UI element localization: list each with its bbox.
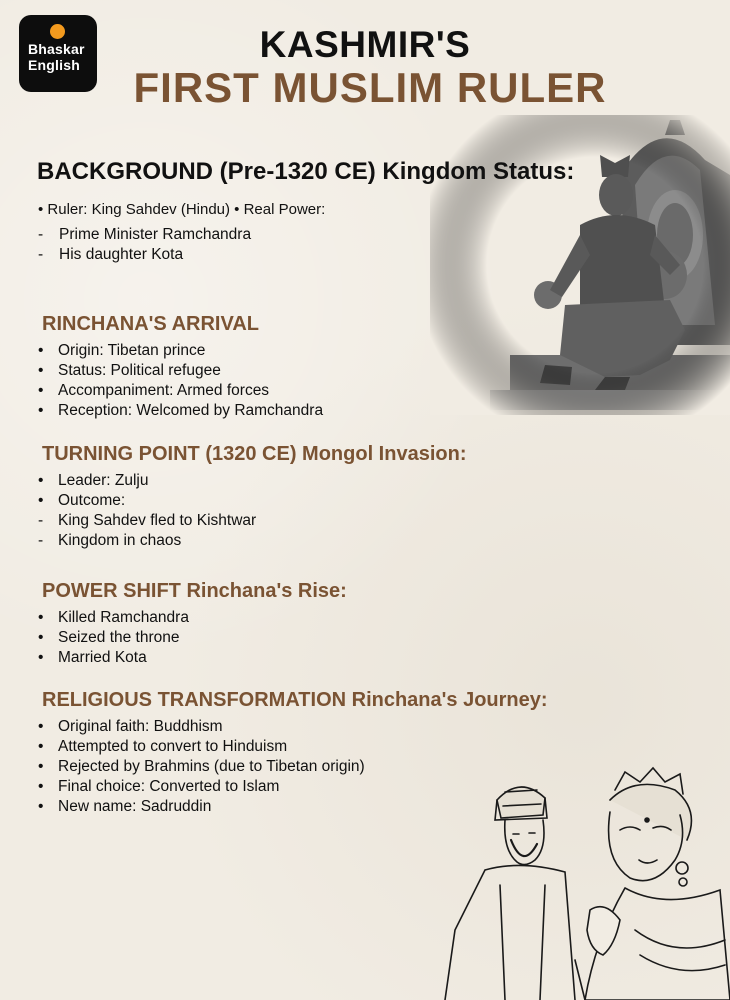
page-title-line-2: FIRST MUSLIM RULER: [133, 64, 607, 111]
page-title-line-1: KASHMIR'S: [259, 24, 471, 65]
power-shift-heading: POWER SHIFT Rinchana's Rise:: [42, 580, 347, 602]
list-item: • Attempted to convert to Hinduism: [38, 738, 288, 755]
list-item: • Rejected by Brahmins (due to Tibetan origin): [38, 758, 365, 775]
logo-line-1: Bhaskar: [28, 41, 85, 57]
list-item: • New name: Sadruddin: [38, 798, 212, 815]
rinchana-and-kota-sketch-illustration: [425, 760, 730, 1000]
list-item: • Status: Political refugee: [38, 362, 221, 379]
arrival-heading: RINCHANA'S ARRIVAL: [42, 313, 259, 335]
religious-list: [38, 717, 365, 817]
power-shift-list: [38, 608, 189, 668]
list-item: • Final choice: Converted to Islam: [38, 778, 280, 795]
list-item: • Seized the throne: [38, 629, 180, 646]
arrival-list: [38, 341, 323, 421]
turning-point-heading: TURNING POINT (1320 CE) Mongol Invasion:: [42, 443, 467, 465]
list-item: • Original faith: Buddhism: [38, 718, 223, 735]
logo-line-2: English: [28, 57, 80, 73]
list-item: - Kingdom in chaos: [38, 532, 182, 549]
list-item: • Outcome:: [38, 492, 126, 509]
religious-transformation-heading: RELIGIOUS TRANSFORMATION Rinchana's Journey:: [42, 689, 548, 711]
ruler-line: • Ruler: King Sahdev (Hindu) • Real Power:: [38, 201, 326, 218]
real-power-list: [38, 225, 251, 265]
list-item: • Origin: Tibetan prince: [38, 342, 206, 359]
list-item: - His daughter Kota: [38, 246, 184, 263]
list-item: • Married Kota: [38, 649, 147, 666]
list-item: - King Sahdev fled to Kishtwar: [38, 512, 257, 529]
list-item: • Accompaniment: Armed forces: [38, 382, 270, 399]
list-item: • Reception: Welcomed by Ramchandra: [38, 402, 324, 419]
list-item: • Leader: Zulju: [38, 472, 149, 489]
background-heading: BACKGROUND (Pre-1320 CE) Kingdom Status:: [37, 158, 575, 185]
list-item: • Killed Ramchandra: [38, 609, 189, 626]
list-item: - Prime Minister Ramchandra: [38, 226, 252, 243]
turning-point-list: [38, 471, 256, 551]
